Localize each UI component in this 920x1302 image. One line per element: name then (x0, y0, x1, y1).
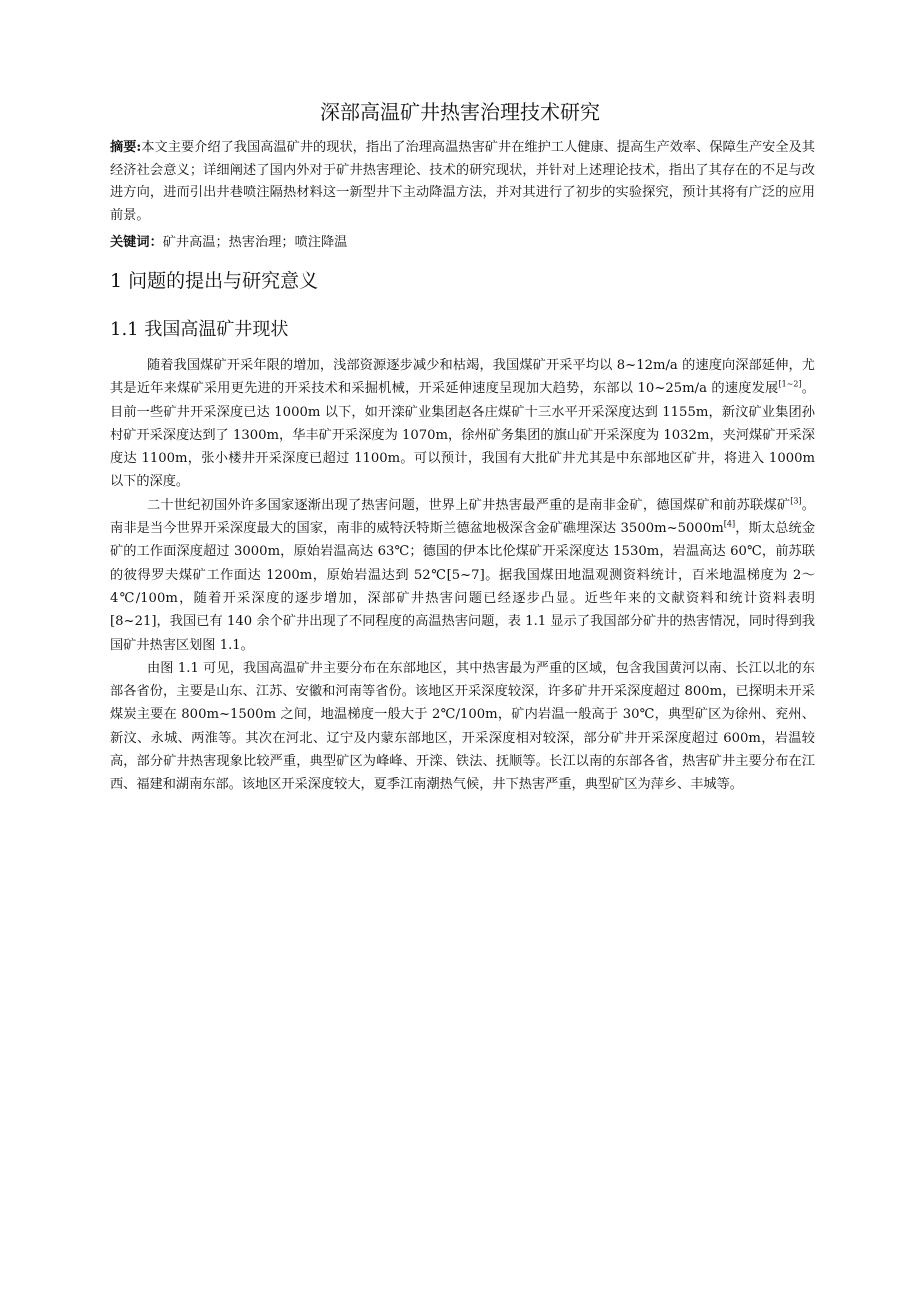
abstract-colon: : (136, 140, 142, 155)
abstract-label: 摘要 (110, 140, 137, 155)
keywords-label: 关键词 (110, 235, 150, 250)
paper-title: 深部高温矿井热害治理技术研究 (320, 100, 600, 124)
paragraph-2-part-c: ，斯太总统金矿的工作面深度超过 3000m，原始岩温高达 63℃；德国的伊本比伦煤矿开采深度达 1530m，岩温高达 60℃，前苏联的彼得罗夫煤矿工作面达 1200m，原始岩温达到 52℃[5~7]。据我国煤田地温观测资料统计，百米地温梯度为 2～4℃/100m，随着开采深度的逐步增加，深部矿井热害问题已经逐步凸显。近些年来的文献资料和统计资料表明[8~21]，我国已有 140 余个矿井出现了不同程度的高温热害问题，表 1.1 显示了我国部分矿井的热害情况，同时得到我国矿井热害区划图 1.1。 (110, 521, 816, 653)
citation-3: [3] (790, 496, 802, 506)
paragraph-2-part-a: 二十世纪初国外许多国家逐渐出现了热害问题，世界上矿井热害最严重的是南非金矿，德国煤矿和前苏联煤矿 (146, 497, 791, 513)
section-heading-1: 1 问题的提出与研究意义 (110, 270, 319, 292)
paragraph-2 (110, 494, 815, 657)
section-heading-1-1: 1.1 我国高温矿井现状 (110, 319, 289, 340)
body-text (110, 354, 815, 797)
abstract-text: 本文主要介绍了我国高温矿井的现状，指出了治理高温热害矿井在维护工人健康、提高生产效率、保障生产安全及其经济社会意义；详细阐述了国内外对于矿井热害理论、技术的研究现状，并针对上述理论技术，指出了其存在的不足与改进方向，进而引出井巷喷注隔热材料这一新型井下主动降温方法，并对其进行了初步的实验探究，预计其将有广泛的应用前景。 (110, 140, 815, 223)
paragraph-1-part-b: 。目前一些矿井开采深度已达 1000m 以下，如开滦矿业集团赵各庄煤矿十三水平开采深度达到 1155m，新汶矿业集团孙村矿开采深度达到了 1300m，华丰矿开采深度为 1070m，徐州矿务集团的旗山矿开采深度为 1032m，夹河煤矿开采深度达 1100m，张小楼井开采深度已超过 1100m。可以预计，我国有大批矿井尤其是中东部地区矿井，将进入 1000m 以下的深度。 (110, 381, 815, 490)
citation-1-2: [1~2] (778, 379, 802, 389)
paragraph-3: 由图 1.1 可见，我国高温矿井主要分布在东部地区，其中热害最为严重的区域，包含我国黄河以南、长江以北的东部各省份，主要是山东、江苏、安徽和河南等省份。该地区开采深度较深，许多矿井开采深度超过 800m，已探明未开采煤炭主要在 800m~1500m 之间，地温梯度一般大于 2℃/100m，矿内岩温一般高于 30℃，典型矿区为徐州、兖州、新汶、永城、两淮等。其次在河北、辽宁及内蒙东部地区，开采深度相对较深，部分矿井开采深度超过 600m，岩温较高，部分矿井热害现象比较严重，典型矿区为峰峰、开滦、铁法、抚顺等。长江以南的东部各省，热害矿井主要分布在江西、福建和湖南东部。该地区开采深度较大，夏季江南潮热气候，井下热害严重，典型矿区为萍乡、丰城等。 (110, 660, 815, 793)
citation-4: [4] (723, 519, 736, 529)
keywords-colon: ： (149, 235, 163, 250)
paragraph-1-part-a: 随着我国煤矿开采年限的增加，浅部资源逐步减少和枯竭，我国煤矿开采平均以 8~12m/a 的速度向深部延伸，尤其是近年来煤矿采用更先进的开采技术和采掘机械，开采延伸速度呈现加大趋势，东部以 10~25m/a 的速度发展 (110, 358, 815, 397)
keywords-block (110, 232, 815, 255)
paragraph-2-part-b: 。南非是当今世界开采深度最大的国家，南非的威特沃特斯兰德盆地极深含金矿礁埋深达 3500m~5000m (110, 497, 815, 537)
keywords-text: 矿井高温；热害治理；喷注降温 (162, 235, 348, 250)
abstract-block (110, 137, 815, 227)
paragraph-1 (110, 354, 815, 494)
